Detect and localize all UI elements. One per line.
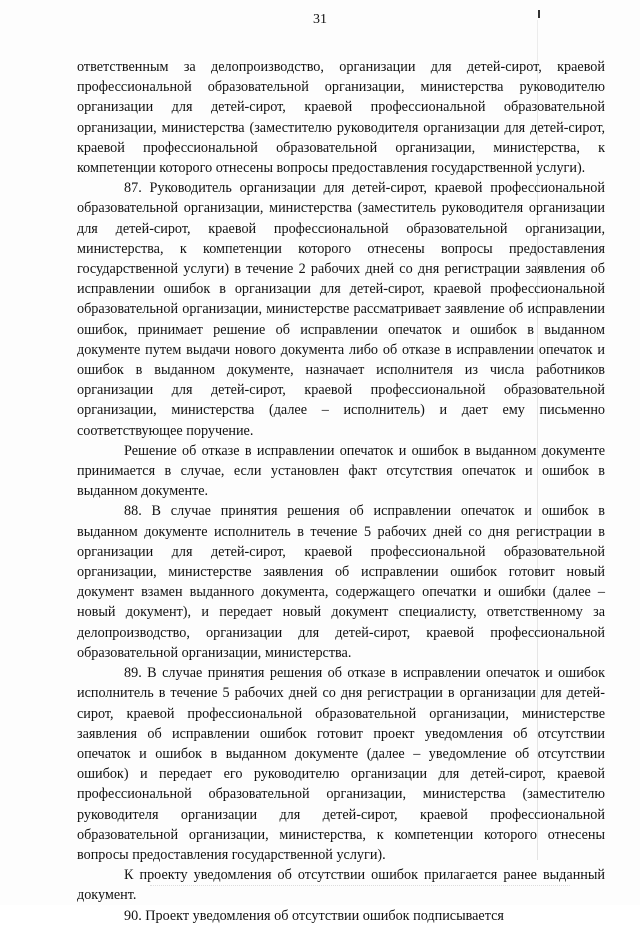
page-number: 31 bbox=[313, 12, 327, 27]
paragraph-87: 87. Руководитель организации для детей-сирот, краевой профессиональной образовательной организации, министерства (заместитель руководителя организации для детей-сирот, краевой профессиональной образовательной организации, министерства, к компетенции которого отнесены вопросы предоставления государственной услуги) в течение 2 рабочих дней со дня регистрации заявления об исправлении ошибок в организации для детей-сирот, краевой профессиональной образовательной организации, министерстве рассматривает заявление об исправлении ошибок, принимает решение об исправлении опечаток и ошибок в выданном документе путем выдачи нового документа либо об отказе в исправлении опечаток и ошибок в выданном документе, назначает исполнителя из числа работников организации для детей-сирот, краевой профессиональной образовательной организации, министерства (далее – исполнитель) и дает ему письменно соответствующее поручение. bbox=[77, 180, 605, 439]
paragraph-89: 89. В случае принятия решения об отказе в исправлении опечаток и ошибок исполнитель в течение 5 рабочих дней со дня регистрации в организации для детей-сирот, краевой профессиональной образовательной организации, министерстве заявления об исправлении ошибок готовит проект уведомления об отсутствии опечаток и ошибок в выданном документе (далее – уведомление об отсутствии ошибок) и передает его руководителю организации для детей-сирот, краевой профессиональной образовательной организации, министерства (заместителю руководителя организации для детей-сирот, краевой профессиональной образовательной организации, министерства, к компетенции которого отнесены вопросы предоставления государственной услуги). bbox=[77, 665, 605, 863]
paragraph-continuation: ответственным за делопроизводство, организации для детей-сирот, краевой профессиональной образовательной организации, министерства руководителю организации для детей-сирот, краевой профессиональной образовательной организации, министерства (заместителю руководителя организации для детей-сирот, краевой профессиональной образовательной организации, министерства, к компетенции которого отнесены вопросы предоставления государственной услуги). bbox=[77, 59, 605, 177]
scan-bottom-artifact bbox=[150, 885, 570, 888]
paragraph-90: 90. Проект уведомления об отсутствии ошибок подписывается bbox=[124, 907, 504, 924]
paragraph-88: 88. В случае принятия решения об исправлении опечаток и ошибок в выданном документе исполнитель в течение 5 рабочих дней со дня регистрации в организации для детей-сирот, краевой профессиональной образовательной организации, министерстве заявления об исправлении ошибок готовит новый документ взамен выданного документа, содержащего опечатки и ошибки (далее – новый документ), и передает новый документ специалисту, ответственному за делопроизводство, организации для детей-сирот, краевой профессиональной образовательной организации, министерства. bbox=[77, 503, 605, 661]
document-body bbox=[77, 57, 605, 926]
paragraph-attachment: К проекту уведомления об отсутствии ошибок прилагается ранее выданный документ. bbox=[77, 867, 605, 904]
paragraph-refusal-decision: Решение об отказе в исправлении опечаток и ошибок в выданном документе принимается в случае, если установлен факт отсутствия опечаток и ошибок в выданном документе. bbox=[77, 442, 605, 500]
